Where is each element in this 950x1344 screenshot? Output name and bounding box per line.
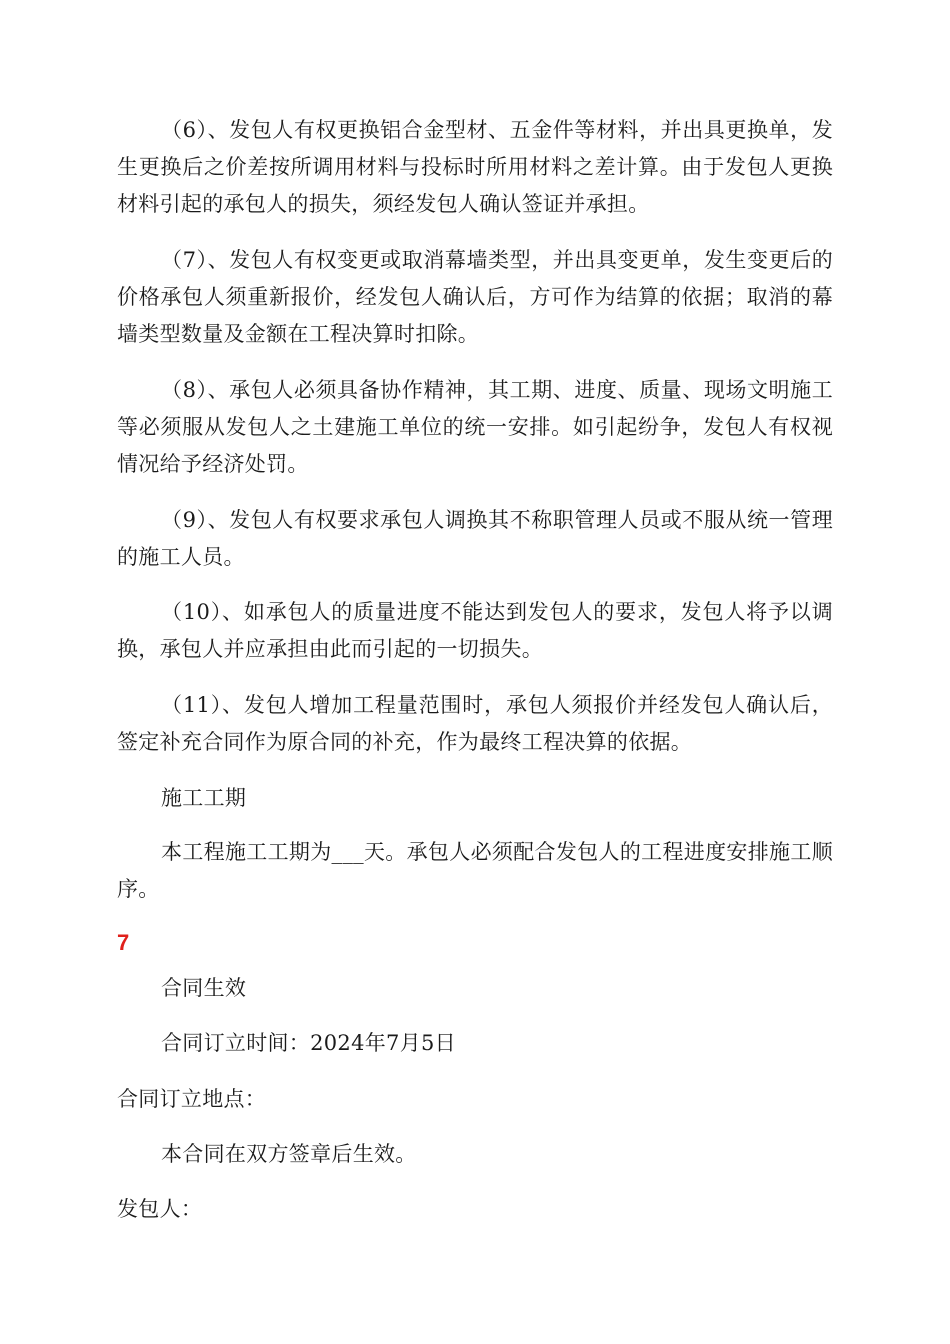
employer-label: 发包人： [117,1197,203,1221]
signing-time: 合同订立时间：2024年7月5日 [161,1031,456,1055]
construction-period-text: 本工程施工工期为___天。承包人必须配合发包人的工程进度安排施工顺序。 [117,840,833,901]
clause-10: （10）、如承包人的质量进度不能达到发包人的要求，发包人将予以调换，承包人并应承担由此而引起的一切损失。 [117,600,833,661]
signing-place: 合同订立地点： [117,1087,267,1111]
effect-text: 本合同在双方签章后生效。 [161,1142,417,1166]
clause-7: （7）、发包人有权变更或取消幕墙类型，并出具变更单，发生变更后的价格承包人须重新报价，经发包人确认后，方可作为结算的依据；取消的幕墙类型数量及金额在工程决算时扣除。 [117,248,833,346]
section-number: 7 [117,930,130,955]
construction-period-heading: 施工工期 [161,786,247,810]
clause-8: （8）、承包人必须具备协作精神，其工期、进度、质量、现场文明施工等必须服从发包人之土建施工单位的统一安排。如引起纷争，发包人有权视情况给予经济处罚。 [117,378,833,476]
clause-9: （9）、发包人有权要求承包人调换其不称职管理人员或不服从统一管理的施工人员。 [117,508,833,569]
contract-effect-heading: 合同生效 [161,976,247,1000]
clause-11: （11）、发包人增加工程量范围时，承包人须报价并经发包人确认后，签定补充合同作为原合同的补充，作为最终工程决算的依据。 [117,693,833,754]
clause-6: （6）、发包人有权更换铝合金型材、五金件等材料，并出具更换单，发生更换后之价差按所调用材料与投标时所用材料之差计算。由于发包人更换材料引起的承包人的损失，须经发包人确认签证并承担。 [117,118,833,216]
